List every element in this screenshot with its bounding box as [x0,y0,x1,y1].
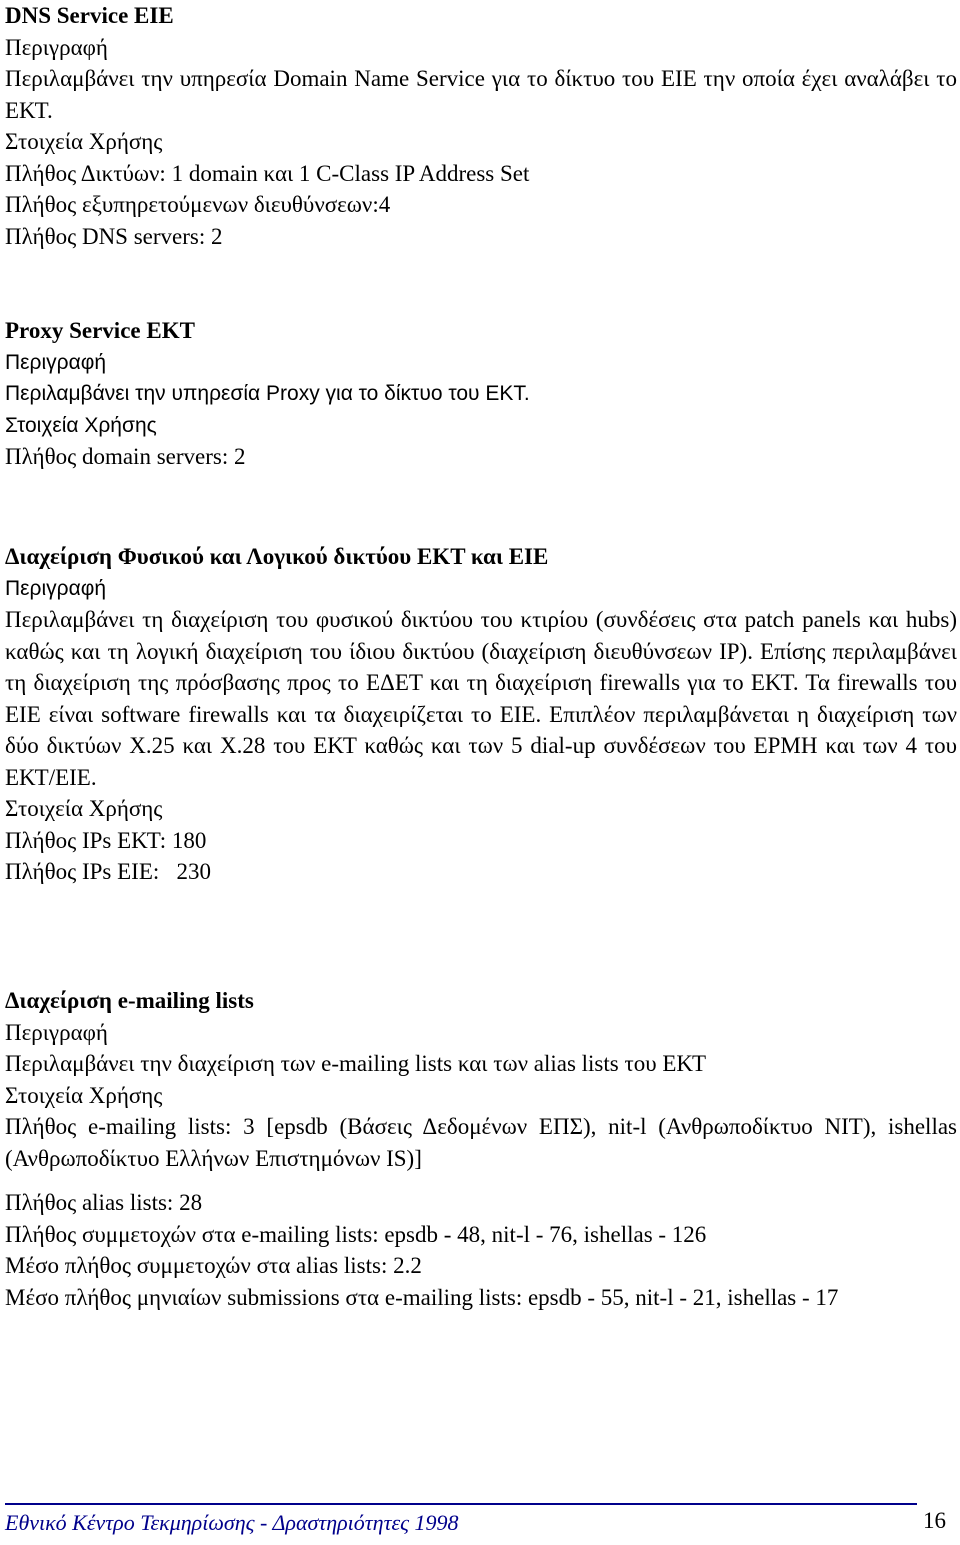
usage-line: Πλήθος alias lists: 28 [5,1190,203,1215]
section-title: Proxy Service EKT [5,318,195,343]
usage-label: Στοιχεία Χρήσης [5,796,163,821]
spacer [5,1174,957,1187]
usage-line: Πλήθος IPs ΕΚΤ: 180 [5,827,207,853]
section-mailing [5,985,957,1313]
usage-label: Στοιχεία Χρήσης [5,413,157,437]
usage-line: Πλήθος DNS servers: 2 [5,223,223,249]
description-text: Περιλαμβάνει την υπηρεσία Domain Name Service για το δίκτυο του ΕΙΕ την οποία έχει αναλάβει το ΕΚΤ. [5,66,957,123]
footer-rule [5,1503,917,1505]
usage-line: Πλήθος εξυπηρετούμενων διευθύνσεων:4 [5,192,391,217]
description-label: Περιγραφή [5,576,107,600]
page-number: 16 [923,1508,946,1533]
description-text: Περιλαμβάνει την υπηρεσία Proxy για το δίκτυο του ΕΚΤ. [5,382,530,405]
usage-line: Μέσο πλήθος συμμετοχών στα alias lists: 2.2 [5,1253,422,1278]
section-title: Διαχείριση e-mailing lists [5,988,254,1013]
usage-label: Στοιχεία Χρήσης [5,129,163,154]
usage-line: Πλήθος Δικτύων: 1 domain και 1 C-Class IP Address Set [5,160,530,186]
description-text: Περιλαμβάνει την διαχείριση των e-mailing lists και των alias lists του ΕΚΤ [5,1051,707,1076]
usage-line: Πλήθος domain servers: 2 [5,444,246,469]
usage-line: Πλήθος συμμετοχών στα e-mailing lists: epsdb - 48, nit-l - 76, ishellas - 126 [5,1221,707,1247]
usage-intro: Πλήθος e-mailing lists: 3 [epsdb (Βάσεις Δεδομένων ΕΠΣ), nit-l (Ανθρωποδίκτυο NIT), ishellas (Ανθρωποδίκτυο Ελλήνων Επιστημόνων IS)] [5,1114,957,1171]
section-title: Διαχείριση Φυσικού και Λογικού δικτύου ΕΚΤ και ΕΙΕ [5,544,549,569]
usage-label: Στοιχεία Χρήσης [5,1082,163,1108]
section-network [5,541,957,888]
section-proxy [5,315,957,473]
description-label: Περιγραφή [5,350,107,374]
description-label: Περιγραφή [5,34,108,60]
section-dns [5,0,957,252]
section-title: DNS Service EIE [5,3,174,28]
description-text: Περιλαμβάνει τη διαχείριση του φυσικού δικτύου του κτιρίου (συνδέσεις στα patch panels και hubs) καθώς και τη λογική διαχείριση του ίδιου δικτύου (διαχείριση διευθύνσεων IP). Επίσης περιλαμβάνει τη διαχείριση της πρόσβασης προς το ΕΔΕΤ και τη διαχείριση firewalls για το ΕΚΤ. Τα firewalls του ΕΙΕ είναι software firewalls και τα διαχειρίζεται το ΕΙΕ. Επιπλέον περιλαμβάνεται η διαχείριση των δύο δικτύων X.25 και X.28 του ΕΚΤ καθώς και των 5 dial-up συνδέσεων του ΕΡΜΗ και των 4 του ΕΚΤ/ΕΙΕ. [5,607,957,790]
description-label: Περιγραφή [5,1019,108,1045]
footer-title: Εθνικό Κέντρο Τεκμηρίωσης - Δραστηριότητες 1998 [5,1510,459,1535]
usage-line: Πλήθος IPs ΕΙΕ: 230 [5,859,212,884]
usage-line: Μέσο πλήθος μηνιαίων submissions στα e-mailing lists: epsdb - 55, nit-l - 21, ishellas - 17 [5,1284,839,1310]
